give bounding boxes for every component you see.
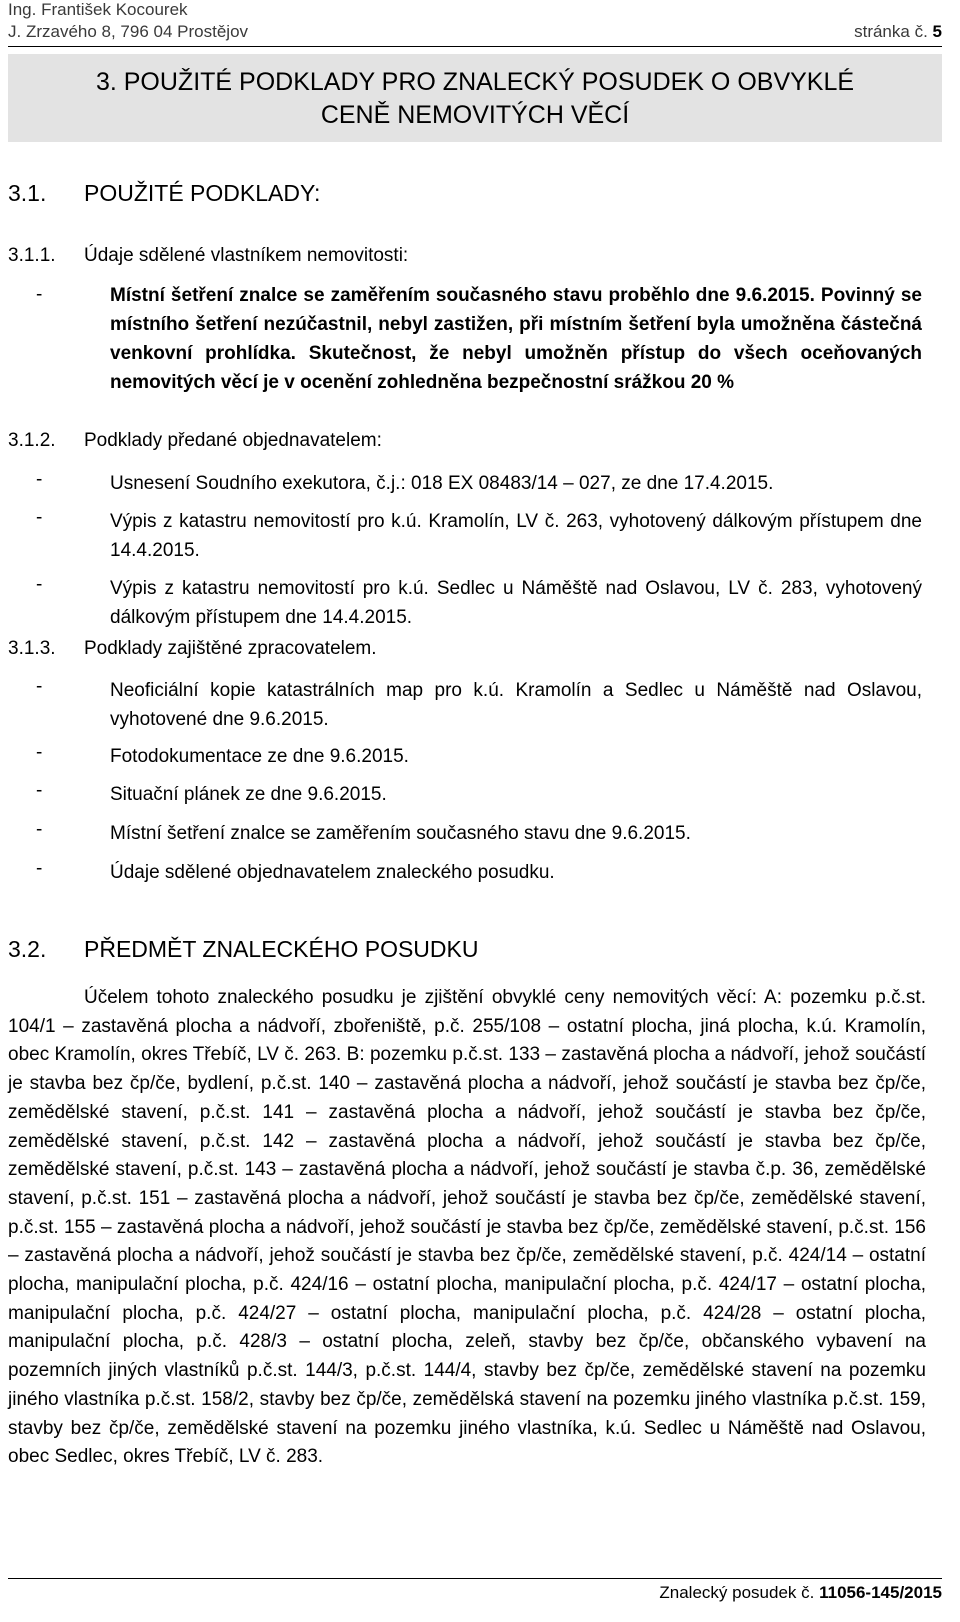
section-title-line1: 3. POUŽITÉ PODKLADY PRO ZNALECKÝ POSUDEK O OBVYKLÉ: [95, 68, 855, 96]
list-item: Údaje sdělené objednavatelem znaleckého posudku.: [110, 862, 555, 883]
list-item-owner-info: [110, 281, 922, 397]
section-3-1-1-number: 3.1.1.: [8, 245, 56, 266]
section-3-1-3-number: 3.1.3.: [8, 638, 56, 659]
list-item: Situační plánek ze dne 9.6.2015.: [110, 784, 387, 805]
list-dash: -: [36, 780, 43, 801]
page-label: stránka č.: [854, 22, 928, 41]
list-item: Neoficiální kopie katastrálních map pro k.ú. Kramolín a Sedlec u Náměště nad Oslavou, vyhotovené dne 9.6.2015.: [110, 680, 922, 730]
owner-info-text: Místní šetření znalce se zaměřením současného stavu proběhlo dne 9.6.2015. Povinný se místního šetření nezúčastnil, nebyl zastižen, při místním šetření byla umožněna částečná venkovní prohlídka.: [110, 285, 922, 364]
section-title-box: [8, 54, 942, 142]
section-3-1-number: 3.1.: [8, 180, 47, 206]
list-dash: -: [36, 469, 43, 490]
subject-paragraph: Účelem tohoto znaleckého posudku je zjištění obvyklé ceny nemovitých věcí: A: pozemku p.č.st. 104/1 – zastavěná plocha a nádvoří, zbořeniště, p.č. 255/108 – ostatní plocha, jiná plocha, k.ú. Kramolín, obec Kramolín, okres Třebíč, LV č. 263. B: pozemku p.č.st. 133 – zastavěná plocha a nádvoří, jehož součástí je stavba bez čp/če, bydlení, p.č.st. 140 – zastavěná plocha a nádvoří, jehož součástí je stavba bez čp/če, zemědělské stavení, p.č.st. 141 – zastavěná plocha a nádvoří, jehož součástí je stavba bez čp/če, zemědělské stavení, p.č.st. 142 – zastavěná plocha a nádvoří, jehož součástí je stavba bez čp/če, zemědělské stavení, p.č.st. 143 – zastavěná plocha a nádvoří, jehož součástí je stavba č.p. 36, zemědělské stavení, p.č.st. 151 – zastavěná plocha a nádvoří, jehož součástí je stavba bez čp/če, zemědělské stavení, p.č.st. 155 – zastavěná plocha a nádvoří, jehož součástí je stavba bez čp/če, zemědělské stavení, p.č.st. 156 – zastavěná plocha a nádvoří, jehož součástí je stavba bez čp/če, zemědělské stavení, p.č. 424/14 – ostatní plocha, manipulační plocha, p.č. 424/16 – ostatní plocha, manipulační plocha, p.č. 424/17 – ostatní plocha, manipulační plocha, p.č. 424/27 – ostatní plocha, manipulační plocha, p.č. 424/28 – ostatní plocha, manipulační plocha, p.č. 428/3 – ostatní plocha, zeleň, stavby bez čp/če, občanského vybavení na pozemních jiných vlastníků p.č.st. 144/3, p.č.st. 144/4, stavby bez čp/če, zemědělské stavení na pozemku jiného vlastníka p.č.st. 158/2, stavby bez čp/če, zemědělská stavení na pozemku jiného vlastníka p.č.st. 159, stavby bez čp/če, zemědělské stavení na pozemku jiného vlastníka, k.ú. Sedlec u Náměště nad Oslavou, obec Sedlec, okres Třebíč, LV č. 283.: [8, 987, 926, 1468]
section-3-2-number: 3.2.: [8, 936, 47, 962]
footer-label: Znalecký posudek č.: [659, 1583, 815, 1602]
footer-report-number: 11056-145/2015: [819, 1583, 942, 1602]
list-item: Místní šetření znalce se zaměřením současného stavu dne 9.6.2015.: [110, 823, 691, 844]
section-3-1-heading: POUŽITÉ PODKLADY:: [84, 180, 321, 206]
section-title-line2: CENĚ NEMOVITÝCH VĚCÍ: [320, 101, 630, 129]
list-dash: -: [36, 284, 43, 305]
section-3-1-2-number: 3.1.2.: [8, 430, 56, 451]
list-dash: -: [36, 819, 43, 840]
header-author: Ing. František Kocourek: [8, 0, 188, 19]
header-page-indicator: [854, 22, 942, 42]
footer-divider: [8, 1578, 942, 1579]
list-dash: -: [36, 742, 43, 763]
list-item: Výpis z katastru nemovitostí pro k.ú. Kramolín, LV č. 263, vyhotovený dálkovým přístupem dne 14.4.2015.: [110, 511, 922, 561]
list-item: Fotodokumentace ze dne 9.6.2015.: [110, 746, 409, 767]
section-3-1-1-heading: Údaje sdělené vlastníkem nemovitosti:: [84, 245, 409, 266]
list-dash: -: [36, 507, 43, 528]
section-3-1-3-heading: Podklady zajištěné zpracovatelem.: [84, 638, 377, 659]
header-address: J. Zrzavého 8, 796 04 Prostějov: [8, 22, 249, 41]
section-3-1-2-heading: Podklady předané objednavatelem:: [84, 430, 382, 451]
owner-info-text-cont: Skutečnost, že nebyl umožněn přístup do všech oceňovaných nemovitých věcí je v ocenění zohledněna bezpečnostní srážkou 20 %: [110, 343, 922, 393]
section-3-2-heading: PŘEDMĚT ZNALECKÉHO POSUDKU: [84, 936, 479, 962]
list-item: Usnesení Soudního exekutora, č.j.: 018 EX 08483/14 – 027, ze dne 17.4.2015.: [110, 473, 774, 494]
list-dash: -: [36, 858, 43, 879]
list-dash: -: [36, 574, 43, 595]
header-divider: [8, 46, 942, 47]
footer: [659, 1583, 942, 1603]
list-item: Výpis z katastru nemovitostí pro k.ú. Sedlec u Náměště nad Oslavou, LV č. 283, vyhotovený dálkovým přístupem dne 14.4.2015.: [110, 578, 922, 628]
list-dash: -: [36, 676, 43, 697]
page-number: 5: [932, 22, 942, 41]
